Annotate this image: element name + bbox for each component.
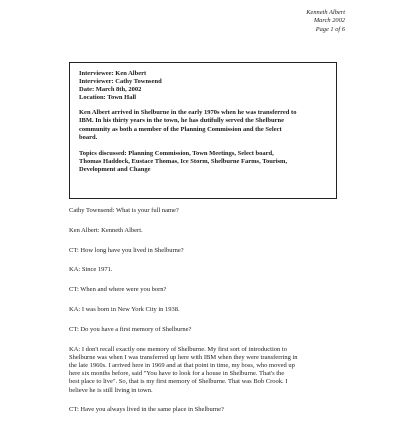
topics-line: Thomas Haddock, Eustace Thomas, Ice Storm, Shelburne Farms, Tourism, bbox=[79, 157, 288, 165]
interview-summary-box bbox=[69, 62, 337, 199]
topics-discussed bbox=[79, 150, 328, 174]
transcript-line: believe he is still living in town. bbox=[69, 386, 153, 394]
topics-line: Development and Change bbox=[79, 165, 151, 173]
transcript-line: the late 1960s. I arrived here in 1969 and at that point in time, my boss, who moved up bbox=[69, 361, 295, 369]
bio-line: board. bbox=[79, 133, 98, 141]
meta-location: Location: Town Hall bbox=[79, 94, 137, 102]
bio-line: Ken Albert arrived in Shelburne in the early 1970s when he was transferred to bbox=[79, 109, 297, 117]
header-page-number: Page 1 of 6 bbox=[315, 25, 345, 33]
bio-line: IBM. In his thirty years in the town, he has dutifully served the Shelburne bbox=[79, 117, 284, 125]
transcript-line: KA: I was born in New York City in 1938. bbox=[69, 305, 180, 313]
transcript-turn bbox=[69, 247, 354, 255]
transcript-line: Cathy Townsend: What is your full name? bbox=[69, 207, 179, 214]
transcript-line: best place to live". So, that is my first memory of Shelburne. That was Bob Crook. I bbox=[69, 378, 288, 386]
transcript-line: KA: I don't recall exactly one memory of Shelburne. My first sort of introduction to bbox=[69, 345, 287, 353]
transcript-line: CT: Do you have a first memory of Shelburne? bbox=[69, 325, 192, 333]
transcript-turn bbox=[69, 406, 354, 414]
transcript-line: CT: Have you always lived in the same place in Shelburne? bbox=[69, 406, 224, 414]
interview-transcript bbox=[69, 207, 354, 426]
header-interviewee-name: Kenneth Albert bbox=[306, 9, 345, 16]
transcript-turn bbox=[69, 346, 354, 395]
header-date: March 2002 bbox=[313, 17, 345, 25]
transcript-line: KA: Since 1971. bbox=[69, 266, 113, 274]
transcript-line: CT: When and where were you born? bbox=[69, 286, 167, 294]
meta-interviewee: Interviewee: Ken Albert bbox=[79, 70, 147, 77]
transcript-line: CT: How long have you lived in Shelburne? bbox=[69, 246, 184, 254]
transcript-turn bbox=[69, 306, 354, 314]
topics-line: Topics discussed: Planning Commission, Town Meetings, Select board, bbox=[79, 149, 274, 157]
page-header bbox=[306, 9, 345, 34]
interviewee-bio bbox=[79, 109, 328, 141]
meta-date: Date: March 8th, 2002 bbox=[79, 86, 142, 94]
transcript-turn bbox=[69, 286, 354, 294]
transcript-turn bbox=[69, 227, 354, 235]
transcript-turn bbox=[69, 207, 354, 215]
transcript-turn bbox=[69, 326, 354, 334]
transcript-turn bbox=[69, 266, 354, 274]
interview-metadata bbox=[79, 70, 328, 102]
transcript-line: Shelburne was when I was transferred up here with IBM when they were transferring in bbox=[69, 353, 298, 361]
transcript-line: here six months before, said "You have to look for a house in Shelburne. That's the bbox=[69, 370, 285, 378]
transcript-line: Ken Albert: Kenneth Albert. bbox=[69, 226, 143, 234]
meta-interviewer: Interviewer: Cathy Townsend bbox=[79, 78, 162, 86]
bio-line: community as both a member of the Planning Commission and the Select bbox=[79, 125, 282, 133]
